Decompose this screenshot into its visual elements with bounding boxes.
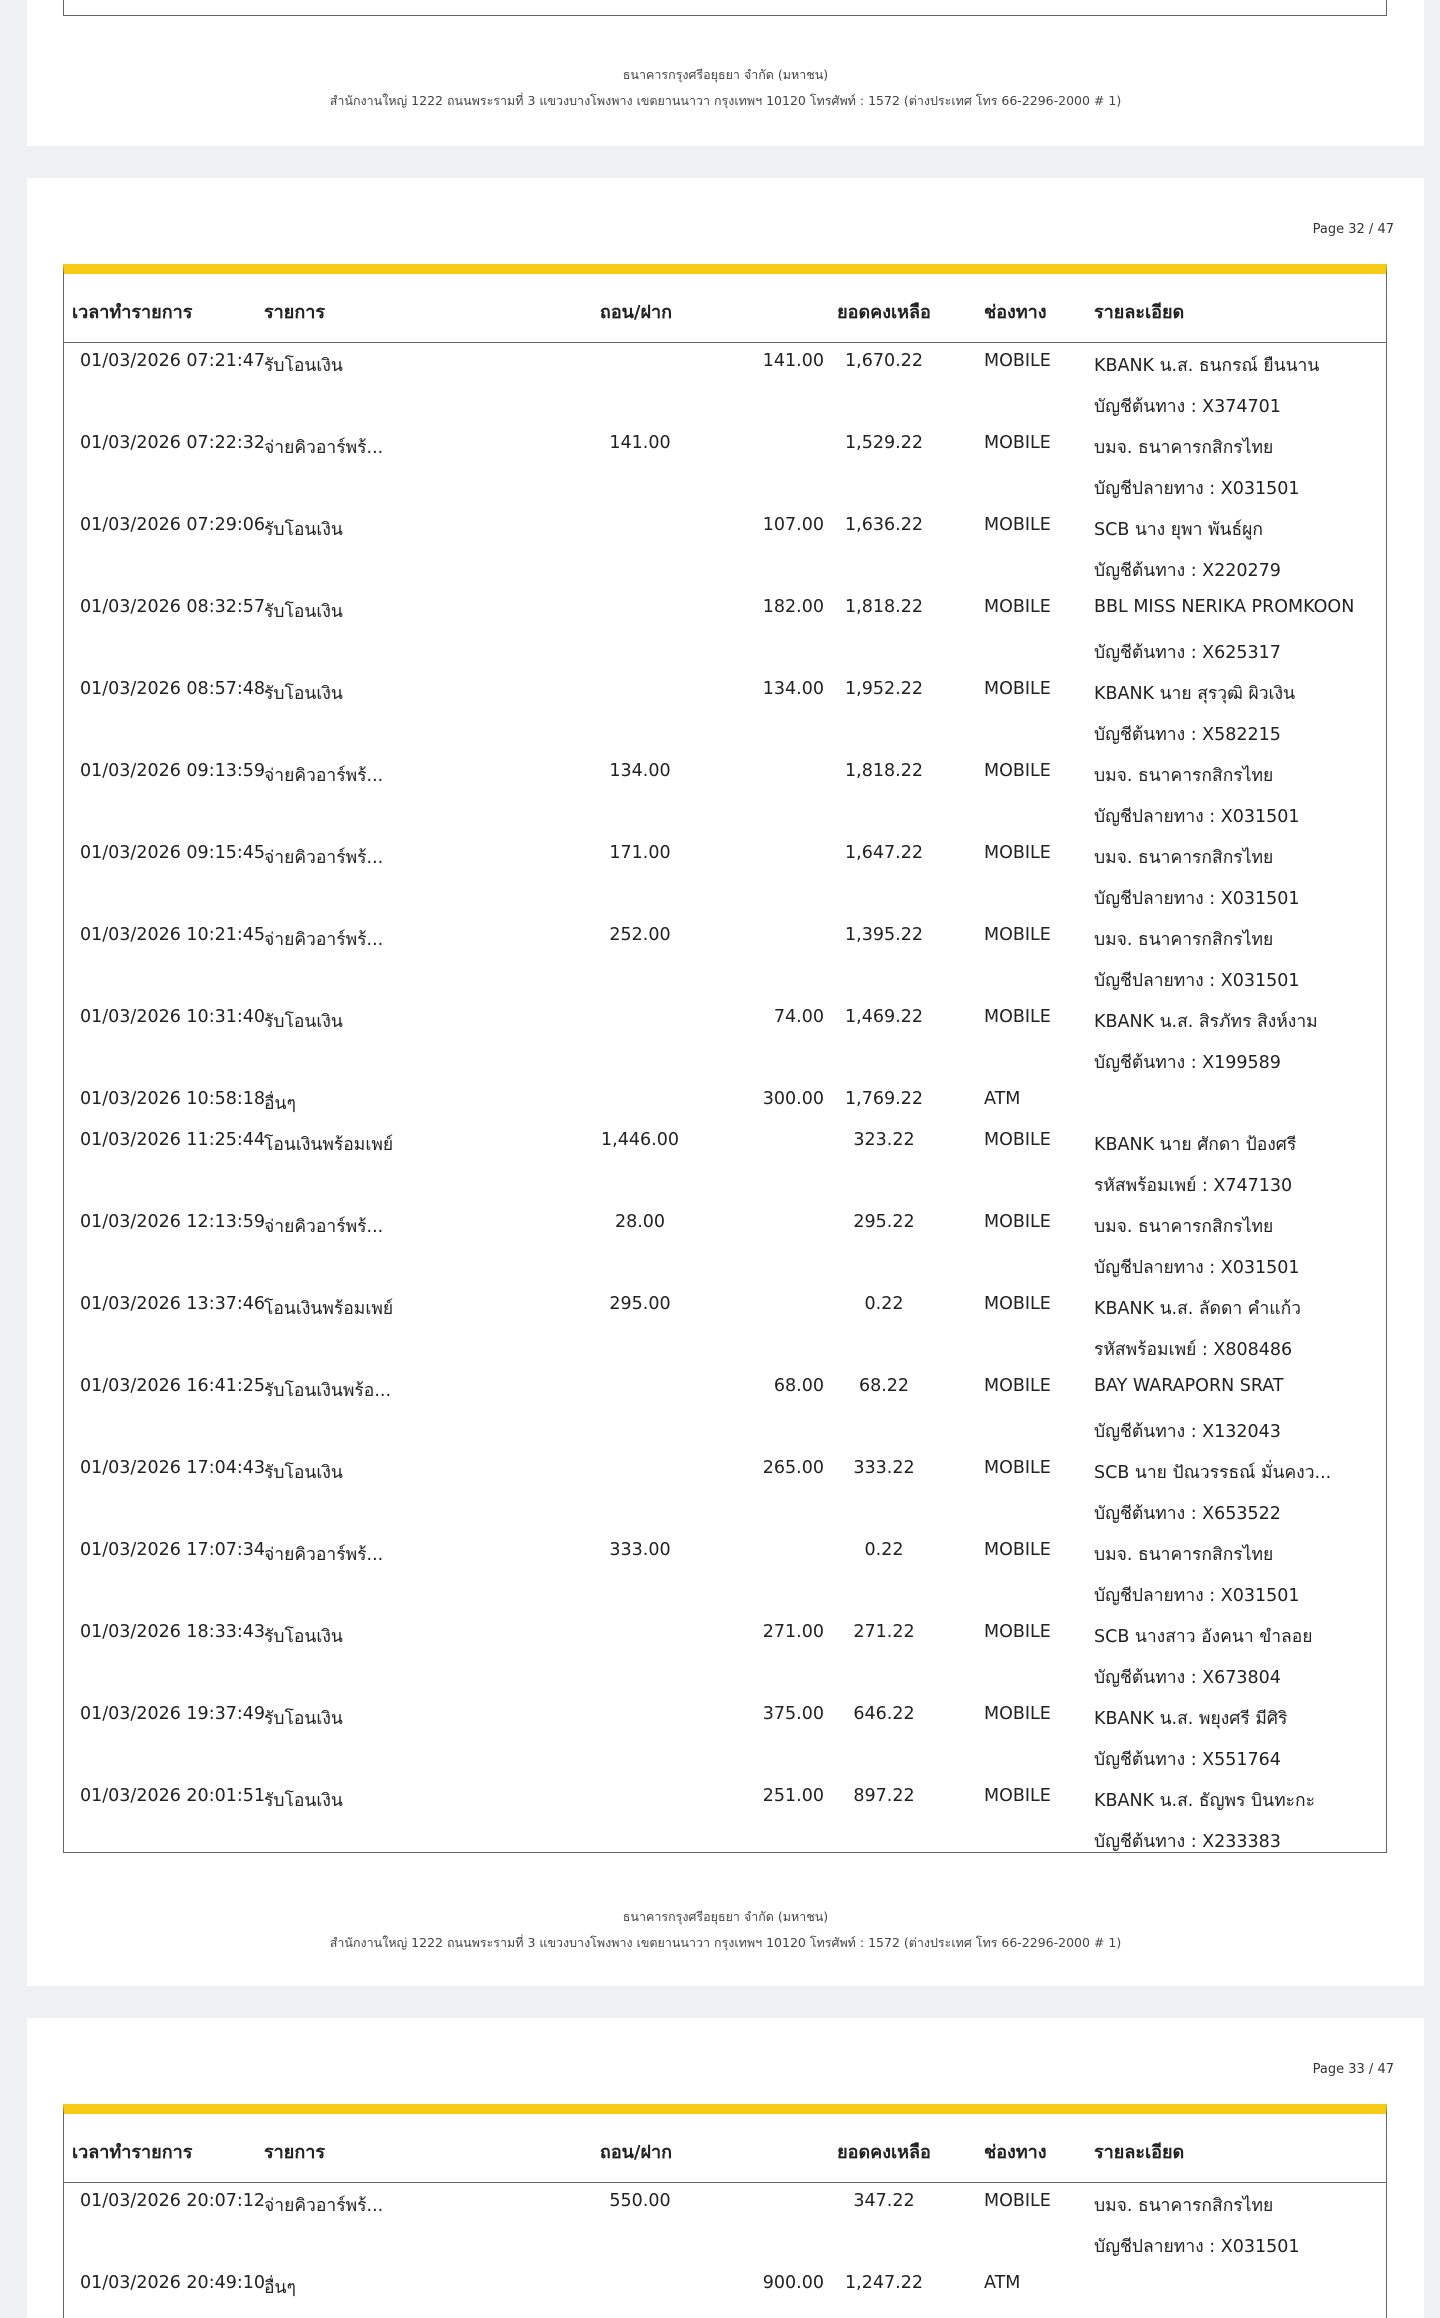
cell-balance: 1,395.22: [845, 925, 923, 945]
cell-time: 01/03/2026 17:04:43: [80, 1458, 266, 1478]
table-row: [64, 1614, 1386, 1696]
cell-channel: MOBILE: [984, 1704, 1051, 1724]
table-row: [64, 425, 1386, 507]
cell-balance: 1,469.22: [845, 1007, 923, 1027]
table-header: [64, 274, 1386, 343]
cell-detail-line2: บัญชีต้นทาง : X625317: [1094, 643, 1281, 663]
cell-detail-line1: SCB นาย ปัณวรรธณ์ มั่นคงว...: [1094, 1463, 1332, 1483]
cell-detail-line1: SCB นางสาว อังคนา ขำลอย: [1094, 1627, 1313, 1647]
cell-withdraw: 171.00: [609, 843, 671, 863]
cell-description: รับโอนเงิน: [264, 602, 343, 622]
cell-deposit: 300.00: [762, 1089, 824, 1109]
cell-balance: 0.22: [864, 1294, 904, 1314]
table-row: [64, 1450, 1386, 1532]
cell-channel: MOBILE: [984, 1130, 1051, 1150]
header-time: เวลาทำรายการ: [72, 302, 193, 323]
cell-deposit: 141.00: [762, 351, 824, 371]
cell-channel: MOBILE: [984, 1458, 1051, 1478]
cell-time: 01/03/2026 20:01:51: [80, 1786, 266, 1806]
statement-page-33: [27, 2018, 1424, 2318]
cell-withdraw: 252.00: [609, 925, 671, 945]
cell-description: จ่ายคิวอาร์พร้...: [264, 848, 384, 868]
cell-detail-line2: บัญชีปลายทาง : X031501: [1094, 479, 1300, 499]
cell-balance: 323.22: [853, 1130, 915, 1150]
cell-time: 01/03/2026 08:32:57: [80, 597, 266, 617]
cell-channel: MOBILE: [984, 1212, 1051, 1232]
table-row: [64, 2265, 1386, 2306]
cell-balance: 68.22: [858, 1376, 910, 1396]
cell-description: โอนเงินพร้อมเพย์: [264, 1135, 394, 1155]
header-detail: รายละเอียด: [1094, 2142, 1185, 2163]
transaction-table: [63, 264, 1387, 1853]
cell-balance: 1,952.22: [845, 679, 923, 699]
cell-time: 01/03/2026 07:29:06: [80, 515, 266, 535]
cell-channel: MOBILE: [984, 597, 1051, 617]
cell-description: รับโอนเงิน: [264, 1012, 343, 1032]
cell-description: รับโอนเงิน: [264, 1709, 343, 1729]
cell-withdraw: 295.00: [609, 1294, 671, 1314]
header-channel: ช่องทาง: [984, 2142, 1047, 2163]
cell-deposit: 251.00: [762, 1786, 824, 1806]
cell-detail-line2: บัญชีต้นทาง : X374701: [1094, 397, 1281, 417]
cell-deposit: 68.00: [773, 1376, 824, 1396]
cell-description: รับโอนเงิน: [264, 1627, 343, 1647]
cell-deposit: 375.00: [762, 1704, 824, 1724]
header-amount: ถอน/ฝาก: [599, 2142, 673, 2163]
cell-channel: MOBILE: [984, 1294, 1051, 1314]
cell-time: 01/03/2026 12:13:59: [80, 1212, 266, 1232]
cell-detail-line1: BBL MISS NERIKA PROMKOON: [1094, 597, 1355, 617]
table-header: [64, 2114, 1386, 2183]
cell-detail-line2: บัญชีต้นทาง : X582215: [1094, 725, 1281, 745]
statement-page-31-fragment: [27, 0, 1424, 146]
cell-description: จ่ายคิวอาร์พร้...: [264, 438, 384, 458]
cell-deposit: 265.00: [762, 1458, 824, 1478]
cell-deposit: 271.00: [762, 1622, 824, 1642]
cell-detail-line1: KBANK นาย ศักดา ป้องศรี: [1094, 1135, 1297, 1155]
cell-deposit: 182.00: [762, 597, 824, 617]
cell-time: 01/03/2026 20:07:12: [80, 2191, 266, 2211]
cell-channel: MOBILE: [984, 1540, 1051, 1560]
table-row: [64, 507, 1386, 589]
table-row: [64, 1081, 1386, 1122]
cell-detail-line1: KBANK น.ส. สิรภัทร สิงห์งาม: [1094, 1012, 1318, 1032]
cell-time: 01/03/2026 07:21:47: [80, 351, 266, 371]
table-row: [64, 999, 1386, 1081]
page-number: Page 33 / 47: [1312, 2062, 1394, 2077]
cell-deposit: 134.00: [762, 679, 824, 699]
cell-description: รับโอนเงิน: [264, 684, 343, 704]
page-number: Page 32 / 47: [1312, 222, 1394, 237]
footer-address: สำนักงานใหญ่ 1222 ถนนพระรามที่ 3 แขวงบางโพงพาง เขตยานนาวา กรุงเทพฯ 10120 โทรศัพท์ : 1572 (ต่างประเทศ โทร 66-2296-2000 # 1): [329, 1935, 1122, 1950]
cell-detail-line2: บัญชีต้นทาง : X233383: [1094, 1832, 1281, 1852]
cell-channel: MOBILE: [984, 1007, 1051, 1027]
cell-detail-line1: บมจ. ธนาคารกสิกรไทย: [1094, 930, 1274, 950]
cell-detail-line2: บัญชีปลายทาง : X031501: [1094, 889, 1300, 909]
cell-balance: 1,818.22: [845, 761, 923, 781]
cell-channel: MOBILE: [984, 1376, 1051, 1396]
header-balance: ยอดคงเหลือ: [837, 2142, 931, 2163]
cell-balance: 271.22: [853, 1622, 915, 1642]
cell-balance: 1,670.22: [845, 351, 923, 371]
cell-detail-line1: KBANK น.ส. ธัญพร บินทะกะ: [1094, 1791, 1316, 1811]
cell-channel: MOBILE: [984, 925, 1051, 945]
cell-detail-line2: บัญชีปลายทาง : X031501: [1094, 2237, 1300, 2257]
cell-balance: 897.22: [853, 1786, 915, 1806]
cell-detail-line2: รหัสพร้อมเพย์ : X747130: [1094, 1176, 1293, 1196]
cell-channel: ATM: [984, 1089, 1021, 1109]
header-amount: ถอน/ฝาก: [599, 302, 673, 323]
cell-detail-line1: บมจ. ธนาคารกสิกรไทย: [1094, 1217, 1274, 1237]
cell-time: 01/03/2026 20:49:10: [80, 2273, 266, 2293]
footer-bank-name: ธนาคารกรุงศรีอยุธยา จำกัด (มหาชน): [622, 1909, 829, 1924]
cell-channel: ATM: [984, 2273, 1021, 2293]
table-row: [64, 1778, 1386, 1860]
cell-withdraw: 1,446.00: [601, 1130, 679, 1150]
header-description: รายการ: [264, 2142, 325, 2163]
cell-description: อื่นๆ: [264, 1094, 296, 1114]
cell-time: 01/03/2026 18:33:43: [80, 1622, 266, 1642]
cell-detail-line1: บมจ. ธนาคารกสิกรไทย: [1094, 2196, 1274, 2216]
cell-detail-line2: บัญชีต้นทาง : X551764: [1094, 1750, 1281, 1770]
cell-deposit: 900.00: [762, 2273, 824, 2293]
cell-withdraw: 28.00: [614, 1212, 666, 1232]
cell-time: 01/03/2026 09:13:59: [80, 761, 266, 781]
cell-description: จ่ายคิวอาร์พร้...: [264, 930, 384, 950]
cell-detail-line1: BAY WARAPORN SRAT: [1094, 1376, 1284, 1396]
cell-detail-line2: บัญชีปลายทาง : X031501: [1094, 807, 1300, 827]
cell-time: 01/03/2026 10:21:45: [80, 925, 266, 945]
cell-balance: 1,818.22: [845, 597, 923, 617]
cell-description: รับโอนเงิน: [264, 520, 343, 540]
cell-time: 01/03/2026 17:07:34: [80, 1540, 266, 1560]
table-row: [64, 2183, 1386, 2265]
cell-channel: MOBILE: [984, 761, 1051, 781]
header-balance: ยอดคงเหลือ: [837, 302, 931, 323]
cell-detail-line2: บัญชีต้นทาง : X199589: [1094, 1053, 1281, 1073]
cell-description: จ่ายคิวอาร์พร้...: [264, 1217, 384, 1237]
cell-time: 01/03/2026 07:22:32: [80, 433, 266, 453]
cell-channel: MOBILE: [984, 2191, 1051, 2211]
cell-balance: 333.22: [853, 1458, 915, 1478]
cell-detail-line1: บมจ. ธนาคารกสิกรไทย: [1094, 766, 1274, 786]
cell-time: 01/03/2026 10:58:18: [80, 1089, 266, 1109]
cell-balance: 646.22: [853, 1704, 915, 1724]
header-channel: ช่องทาง: [984, 302, 1047, 323]
cell-withdraw: 134.00: [609, 761, 671, 781]
cell-description: อื่นๆ: [264, 2278, 296, 2298]
cell-description: รับโอนเงิน: [264, 1791, 343, 1811]
table-row: [64, 1204, 1386, 1286]
table-frame-bottom: [63, 0, 1387, 16]
cell-detail-line2: รหัสพร้อมเพย์ : X808486: [1094, 1340, 1293, 1360]
cell-channel: MOBILE: [984, 843, 1051, 863]
cell-balance: 295.22: [853, 1212, 915, 1232]
table-row: [64, 1368, 1386, 1450]
cell-detail-line1: KBANK น.ส. พยุงศรี มีศิริ: [1094, 1709, 1288, 1729]
cell-balance: 347.22: [853, 2191, 915, 2211]
cell-time: 01/03/2026 08:57:48: [80, 679, 266, 699]
cell-time: 01/03/2026 16:41:25: [80, 1376, 266, 1396]
cell-balance: 1,636.22: [845, 515, 923, 535]
cell-detail-line2: บัญชีต้นทาง : X673804: [1094, 1668, 1281, 1688]
cell-withdraw: 141.00: [609, 433, 671, 453]
table-row: [64, 1122, 1386, 1204]
table-row: [64, 343, 1386, 425]
cell-detail-line2: บัญชีต้นทาง : X220279: [1094, 561, 1281, 581]
cell-detail-line1: บมจ. ธนาคารกสิกรไทย: [1094, 438, 1274, 458]
cell-withdraw: 333.00: [609, 1540, 671, 1560]
cell-description: รับโอนเงิน: [264, 356, 343, 376]
footer-bank-name: ธนาคารกรุงศรีอยุธยา จำกัด (มหาชน): [622, 67, 829, 82]
cell-channel: MOBILE: [984, 1786, 1051, 1806]
table-row: [64, 1532, 1386, 1614]
cell-withdraw: 550.00: [609, 2191, 671, 2211]
cell-deposit: 107.00: [762, 515, 824, 535]
table-body: [64, 2183, 1386, 2306]
cell-description: รับโอนเงินพร้อ...: [264, 1381, 392, 1401]
cell-time: 01/03/2026 10:31:40: [80, 1007, 266, 1027]
footer-address: สำนักงานใหญ่ 1222 ถนนพระรามที่ 3 แขวงบางโพงพาง เขตยานนาวา กรุงเทพฯ 10120 โทรศัพท์ : 1572 (ต่างประเทศ โทร 66-2296-2000 # 1): [329, 93, 1122, 108]
cell-channel: MOBILE: [984, 351, 1051, 371]
cell-description: โอนเงินพร้อมเพย์: [264, 1299, 394, 1319]
table-row: [64, 589, 1386, 671]
cell-balance: 1,647.22: [845, 843, 923, 863]
cell-time: 01/03/2026 13:37:46: [80, 1294, 266, 1314]
cell-description: จ่ายคิวอาร์พร้...: [264, 1545, 384, 1565]
cell-detail-line2: บัญชีปลายทาง : X031501: [1094, 1258, 1300, 1278]
header-time: เวลาทำรายการ: [72, 2142, 193, 2163]
table-row: [64, 1696, 1386, 1778]
cell-detail-line1: KBANK น.ส. ธนกรณ์ ยืนนาน: [1094, 356, 1320, 376]
cell-deposit: 74.00: [773, 1007, 824, 1027]
cell-channel: MOBILE: [984, 1622, 1051, 1642]
cell-channel: MOBILE: [984, 679, 1051, 699]
cell-balance: 1,529.22: [845, 433, 923, 453]
cell-description: จ่ายคิวอาร์พร้...: [264, 766, 384, 786]
cell-balance: 0.22: [864, 1540, 904, 1560]
cell-detail-line1: บมจ. ธนาคารกสิกรไทย: [1094, 848, 1274, 868]
cell-time: 01/03/2026 19:37:49: [80, 1704, 266, 1724]
cell-detail-line2: บัญชีปลายทาง : X031501: [1094, 971, 1300, 991]
table-row: [64, 1286, 1386, 1368]
cell-detail-line2: บัญชีปลายทาง : X031501: [1094, 1586, 1300, 1606]
cell-description: จ่ายคิวอาร์พร้...: [264, 2196, 384, 2216]
cell-channel: MOBILE: [984, 515, 1051, 535]
cell-channel: MOBILE: [984, 433, 1051, 453]
cell-time: 01/03/2026 09:15:45: [80, 843, 266, 863]
cell-detail-line1: KBANK นาย สุรวุฒิ ผิวเงิน: [1094, 684, 1296, 704]
table-row: [64, 835, 1386, 917]
cell-detail-line1: SCB นาง ยุพา พันธ์ผูก: [1094, 520, 1264, 540]
table-body: [64, 343, 1386, 1860]
cell-detail-line2: บัญชีต้นทาง : X653522: [1094, 1504, 1281, 1524]
cell-detail-line2: บัญชีต้นทาง : X132043: [1094, 1422, 1281, 1442]
page-footer: [27, 62, 1424, 114]
cell-balance: 1,769.22: [845, 1089, 923, 1109]
header-detail: รายละเอียด: [1094, 302, 1185, 323]
table-row: [64, 753, 1386, 835]
transaction-table: [63, 2104, 1387, 2318]
cell-time: 01/03/2026 11:25:44: [80, 1130, 266, 1150]
cell-detail-line1: บมจ. ธนาคารกสิกรไทย: [1094, 1545, 1274, 1565]
page-footer: [27, 1904, 1424, 1956]
statement-page-32: [27, 178, 1424, 1986]
cell-balance: 1,247.22: [845, 2273, 923, 2293]
header-description: รายการ: [264, 302, 325, 323]
table-row: [64, 671, 1386, 753]
cell-detail-line1: KBANK น.ส. ลัดดา คำแก้ว: [1094, 1299, 1301, 1319]
cell-description: รับโอนเงิน: [264, 1463, 343, 1483]
table-row: [64, 917, 1386, 999]
